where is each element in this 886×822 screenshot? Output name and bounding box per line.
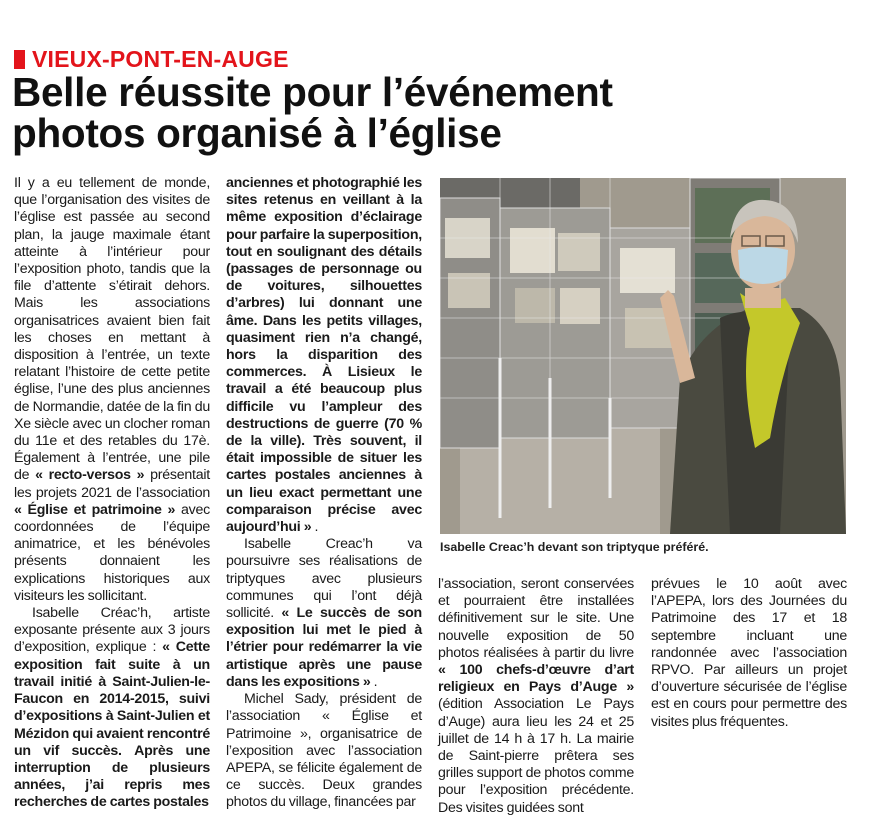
- kicker-square-marker: [14, 50, 25, 69]
- article-photo: [440, 178, 846, 534]
- headline-line-1: Belle réussite pour l’événement: [12, 69, 613, 115]
- headline: [12, 69, 882, 156]
- text-column-4: prévues le 10 août avec l’APEPA, lors des Journées du Patrimoine des 17 et 18 septembre incluant une randonnée avec l’association RPVO. Par ailleurs un projet d’ouverture sécurisée de l’église est en cours pour permettre des visites plus fréquentes.: [651, 576, 848, 730]
- text-column-3: l’association, seront conservées et pourraient être installées définitivement sur le site. Une nouvelle exposition de 50 photos réalisées à partir du livre « 100 chefs-d’œuvre d’art religieux en Pays d’Auge » (édition Association Le Pays d’Auge) aura lieu les 24 et 25 juillet de 14 h à 17 h. La mairie de Saint-pierre prêtera ses grilles support de photos comme pour l’exposition précédente. Des visites guidées sont: [438, 576, 635, 816]
- kicker-text: VIEUX-PONT-EN-AUGE: [32, 45, 289, 72]
- headline-line-2: photos organisé à l’église: [12, 110, 502, 156]
- text-column-1: Il y a eu tellement de monde, que l’organisation des visites de l’église est passée au second plan, la jauge maximale étant atteinte à l’intérieur pour l’exposition photo, tandis que la file d’attente s’étirait dehors. Mais les associations organisatrices avaient bien fait les choses en mettant à disposition à l’entrée, un texte relatant l’histoire de cette petite église, l’une des plus anciennes de Normandie, datée de la fin du Xe siècle avec un clocher roman du 11e et des retables du 17è. Également à l’entrée, une pile de « recto-versos » présentait les projets 2021 de l’association « Église et patrimoine » avec coordonnées de l’équipe animatrice, et les bénévoles présents donnaient les explications historiques aux visiteurs les sollicitant. Isabelle Créac’h, artiste exposante présente aux 3 jours d’exposition, explique : « Cette exposition fait suite à un travail initié à Saint-Julien-le-Faucon en 2014-2015, suivi d’expositions à Saint-Julien et Mézidon qui avaient rencontré un vif succès. Après une interruption de plusieurs années, j’ai repris mes recherches de cartes postales: [14, 175, 211, 811]
- text-column-2: anciennes et photographié les sites retenus en veillant à la même exposition d’éclairage pour parfaire la superposition, tout en soulignant des détails (passages de personnage ou de voitures, silhouettes d’arbres) lui donnant une âme. Dans les petits villages, quasiment rien n’a changé, hors la disparition des commerces. À Lisieux le travail a été beaucoup plus difficile vu l’ampleur des destructions de guerre (70 % de la ville). Très souvent, il était impossible de situer les cartes postales anciennes à un lieu exact permettant une comparaison précise avec aujourd’hui » . Isabelle Creac’h va poursuivre ses réalisations de triptyques avec plusieurs communes qui l’ont déjà sollicité. « Le succès de son exposition lui met le pied à l’étrier pour redémarrer la vie artistique après une pause dans les expositions » . Michel Sady, président de l’association « Église et Patrimoine », organisatrice de l’exposition avec l’association APEPA, se félicite également de ce succès. Deux grandes photos du village, financées par: [226, 175, 423, 811]
- photo-illustration: [440, 178, 846, 534]
- photo-caption: Isabelle Creac’h devant son triptyque préféré.: [440, 540, 709, 554]
